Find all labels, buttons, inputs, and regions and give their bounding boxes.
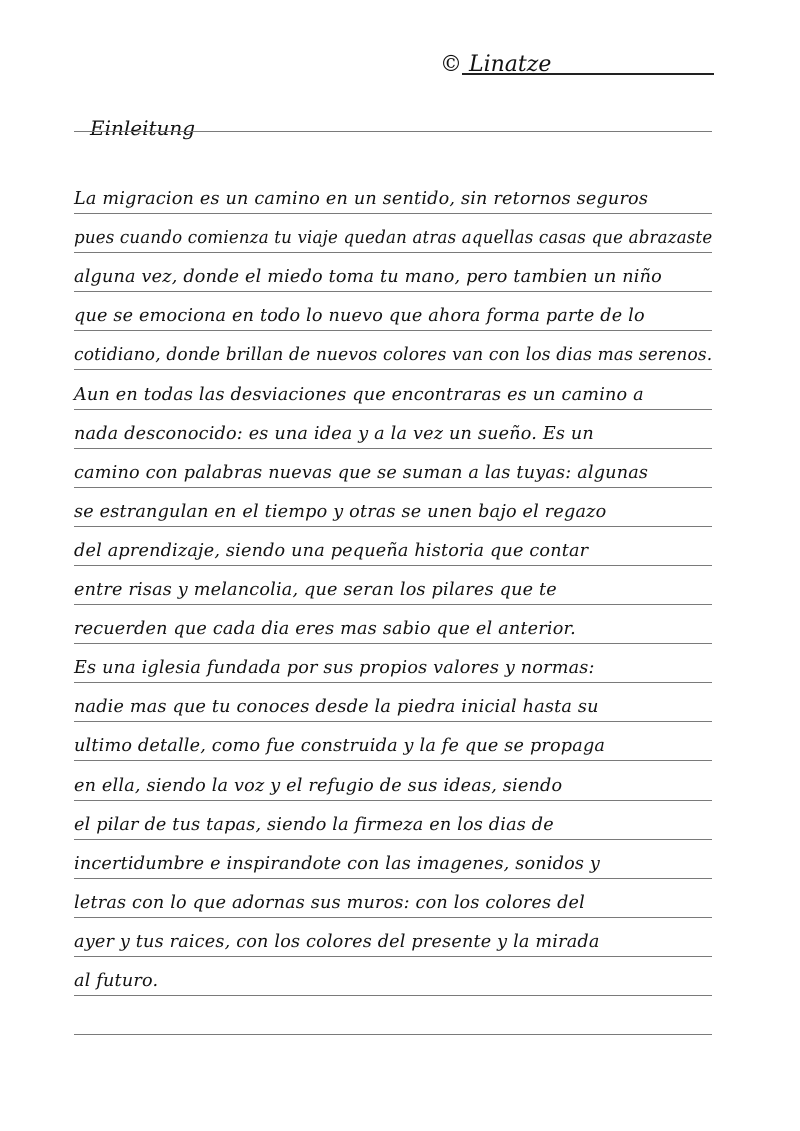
text-line: letras con lo que adornas sus muros: con los colores del [74, 892, 585, 913]
text-line: pues cuando comienza tu viaje quedan atras aquellas casas que abrazaste [74, 228, 713, 249]
text-line: camino con palabras nuevas que se suman a las tuyas: algunas [74, 462, 649, 483]
text-line: alguna vez, donde el miedo toma tu mano, pero tambien un niño [74, 267, 662, 288]
ruled-line [74, 213, 712, 214]
ruled-line [74, 1034, 712, 1035]
ruled-line [74, 330, 712, 331]
ruled-line [74, 448, 712, 449]
ruled-line [74, 682, 712, 683]
ruled-line [74, 995, 712, 996]
text-line: ultimo detalle, como fue construida y la fe que se propaga [74, 736, 606, 757]
ruled-line [74, 760, 712, 761]
ruled-line [74, 721, 712, 722]
ruled-line [74, 604, 712, 605]
text-line: ayer y tus raices, con los colores del presente y la mirada [74, 931, 600, 952]
ruled-line [74, 565, 712, 566]
text-line: cotidiano, donde brillan de nuevos colores van con los dias mas serenos. [74, 345, 713, 366]
text-line: se estrangulan en el tiempo y otras se unen bajo el regazo [74, 501, 607, 522]
text-line: que se emociona en todo lo nuevo que ahora forma parte de lo [74, 306, 645, 327]
ruled-line [74, 409, 712, 410]
text-line: entre risas y melancolia, que seran los pilares que te [74, 580, 557, 600]
ruled-line [74, 839, 712, 840]
text-line: Aun en todas las desviaciones que encontraras es un camino a [74, 384, 644, 405]
ruled-line [74, 800, 712, 801]
ruled-line [74, 291, 712, 292]
text-line: Es una iglesia fundada por sus propios valores y normas: [74, 658, 595, 679]
copyright-signature: © Linatze [440, 52, 552, 77]
text-line: recuerden que cada dia eres mas sabio que el anterior. [74, 619, 576, 640]
signature-rule [462, 73, 714, 75]
text-line: del aprendizaje, siendo una pequeña historia que contar [74, 540, 589, 561]
text-line: el pilar de tus tapas, siendo la firmeza en los dias de [74, 814, 554, 835]
text-line: al futuro. [74, 971, 159, 991]
text-line: nadie mas que tu conoces desde la piedra inicial hasta su [74, 697, 599, 718]
text-line: incertidumbre e inspirandote con las imagenes, sonidos y [74, 853, 601, 874]
ruled-line [74, 878, 712, 879]
ruled-line [74, 369, 712, 370]
page-title: Einleitung [90, 116, 196, 140]
ruled-line [74, 643, 712, 644]
ruled-line [74, 252, 712, 253]
text-line: en ella, siendo la voz y el refugio de sus ideas, siendo [74, 775, 563, 796]
text-line: nada desconocido: es una idea y a la vez un sueño. Es un [74, 423, 594, 444]
ruled-line [74, 487, 712, 488]
text-line: La migracion es un camino en un sentido, sin retornos seguros [74, 189, 649, 209]
ruled-line [74, 917, 712, 918]
ruled-line [74, 526, 712, 527]
ruled-line [74, 956, 712, 957]
title-rule [74, 131, 712, 132]
